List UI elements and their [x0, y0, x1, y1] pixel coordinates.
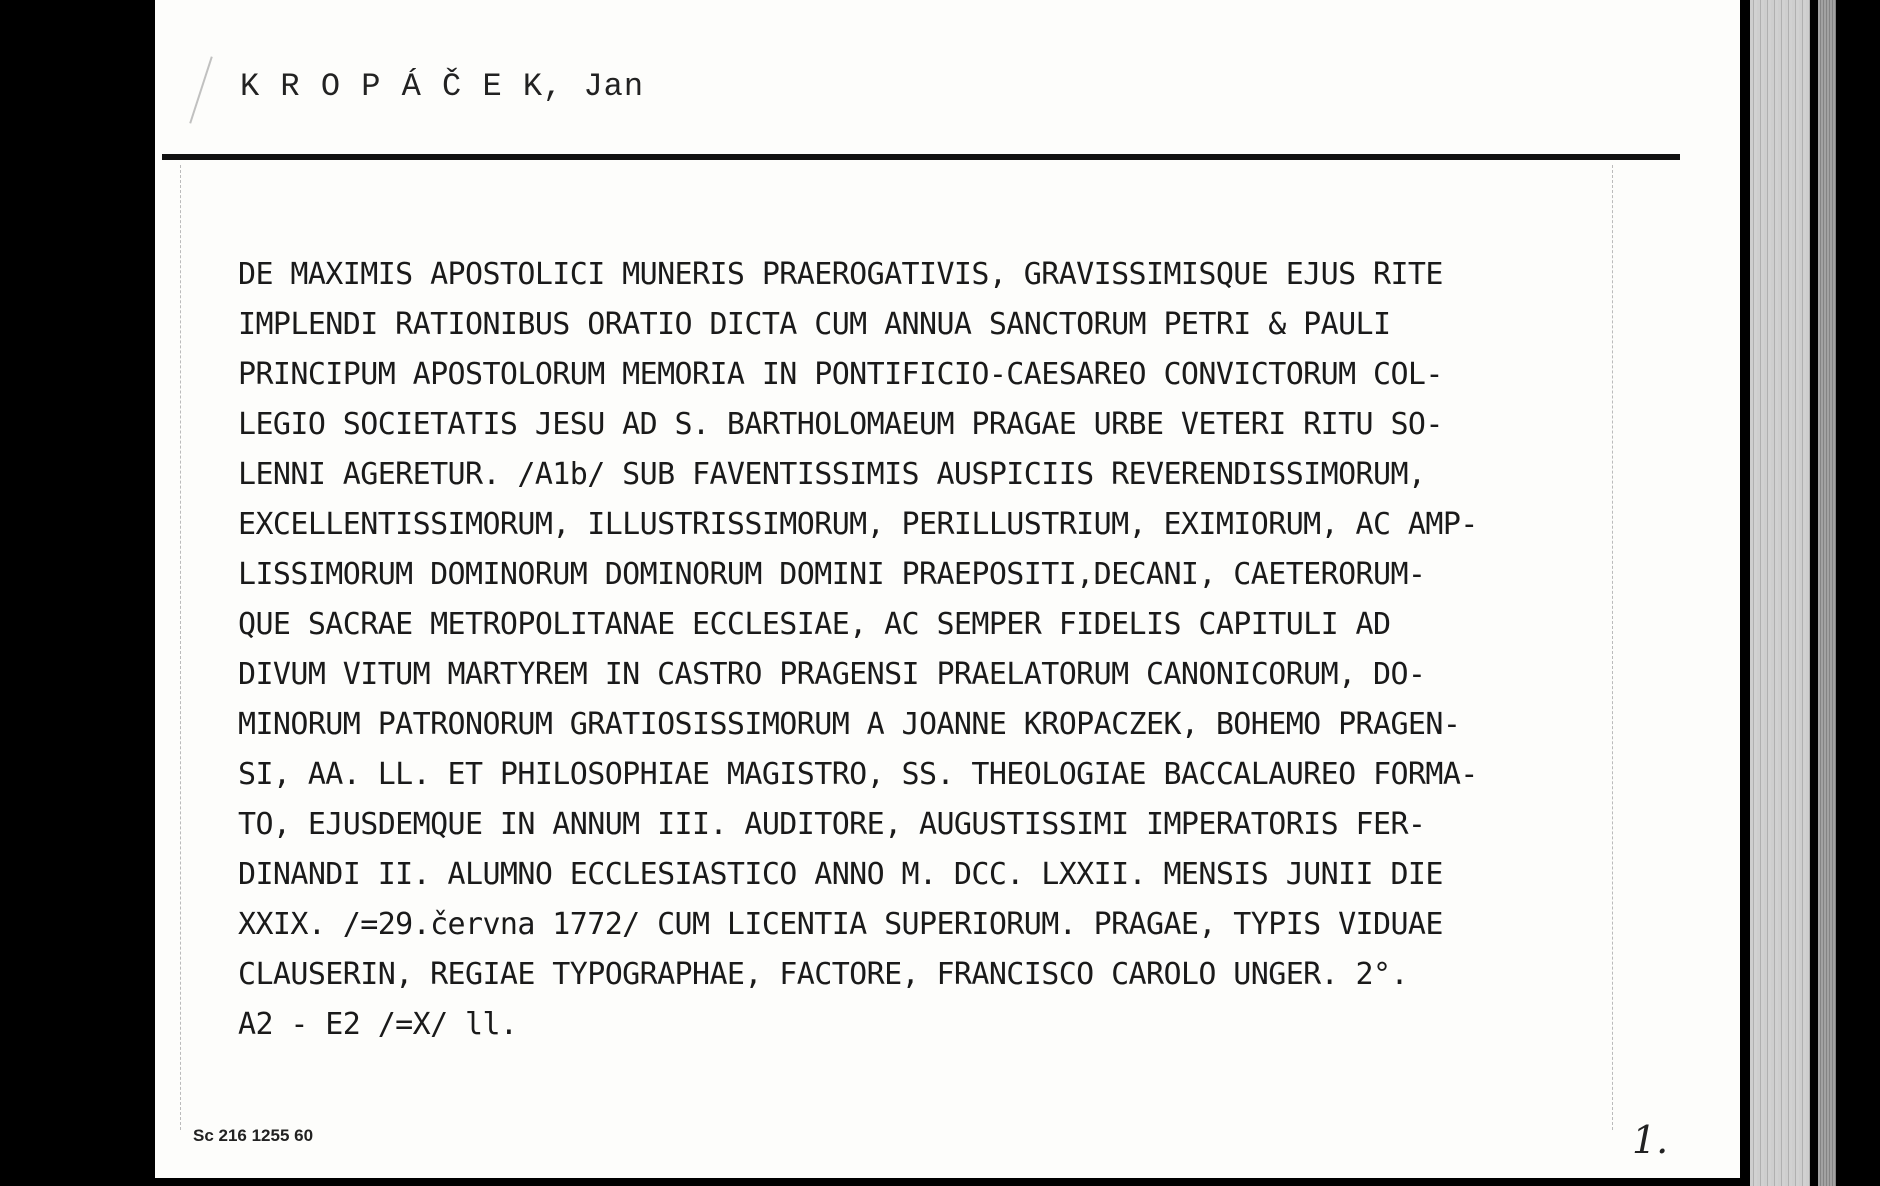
header-rule [162, 154, 1680, 160]
text-line: LEGIO SOCIETATIS JESU AD S. BARTHOLOMAEUM PRAGAE URBE VETERI RITU SO- [238, 407, 1443, 442]
text-line: QUE SACRAE METROPOLITANAE ECCLESIAE, AC SEMPER FIDELIS CAPITULI AD [238, 607, 1391, 642]
text-line: A2 - E2 /=X/ ll. [238, 1007, 518, 1042]
catalog-number: Sc 216 1255 60 [193, 1126, 314, 1145]
bibliographic-description [238, 250, 1658, 1050]
text-line: SI, AA. LL. ET PHILOSOPHIAE MAGISTRO, SS. THEOLOGIAE BACCALAUREO FORMA- [238, 757, 1478, 792]
adjacent-card-edge [1750, 0, 1810, 1186]
text-line: MINORUM PATRONORUM GRATIOSISSIMORUM A JOANNE KROPACZEK, BOHEMO PRAGEN- [238, 707, 1461, 742]
adjacent-card-edge-2 [1818, 0, 1836, 1186]
text-line: CLAUSERIN, REGIAE TYPOGRAPHAE, FACTORE, FRANCISCO CAROLO UNGER. 2°. [238, 957, 1408, 992]
page-number: 1. [1632, 1118, 1669, 1162]
text-line: XXIX. /=29.června 1772/ CUM LICENTIA SUPERIORUM. PRAGAE, TYPIS VIDUAE [238, 907, 1443, 942]
text-line: DIVUM VITUM MARTYREM IN CASTRO PRAGENSI PRAELATORUM CANONICORUM, DO- [238, 657, 1426, 692]
text-line: DINANDI II. ALUMNO ECCLESIASTICO ANNO M. DCC. LXXII. MENSIS JUNII DIE [238, 857, 1443, 892]
text-line: EXCELLENTISSIMORUM, ILLUSTRISSIMORUM, PERILLUSTRIUM, EXIMIORUM, AC AMP- [238, 507, 1478, 542]
text-line: PRINCIPUM APOSTOLORUM MEMORIA IN PONTIFICIO-CAESAREO CONVICTORUM COL- [238, 357, 1443, 392]
text-line: LISSIMORUM DOMINORUM DOMINORUM DOMINI PRAEPOSITI,DECANI, CAETERORUM- [238, 557, 1426, 592]
text-line: IMPLENDI RATIONIBUS ORATIO DICTA CUM ANNUA SANCTORUM PETRI & PAULI [238, 307, 1391, 342]
text-line: LENNI AGERETUR. /A1b/ SUB FAVENTISSIMIS AUSPICIIS REVERENDISSIMORUM, [238, 457, 1426, 492]
card-heading-author: K R O P Á Č E K, Jan [240, 68, 645, 105]
left-margin-line [180, 165, 181, 1130]
text-line: TO, EJUSDEMQUE IN ANNUM III. AUDITORE, AUGUSTISSIMI IMPERATORIS FER- [238, 807, 1426, 842]
text-line: DE MAXIMIS APOSTOLICI MUNERIS PRAEROGATIVIS, GRAVISSIMISQUE EJUS RITE [238, 257, 1443, 292]
